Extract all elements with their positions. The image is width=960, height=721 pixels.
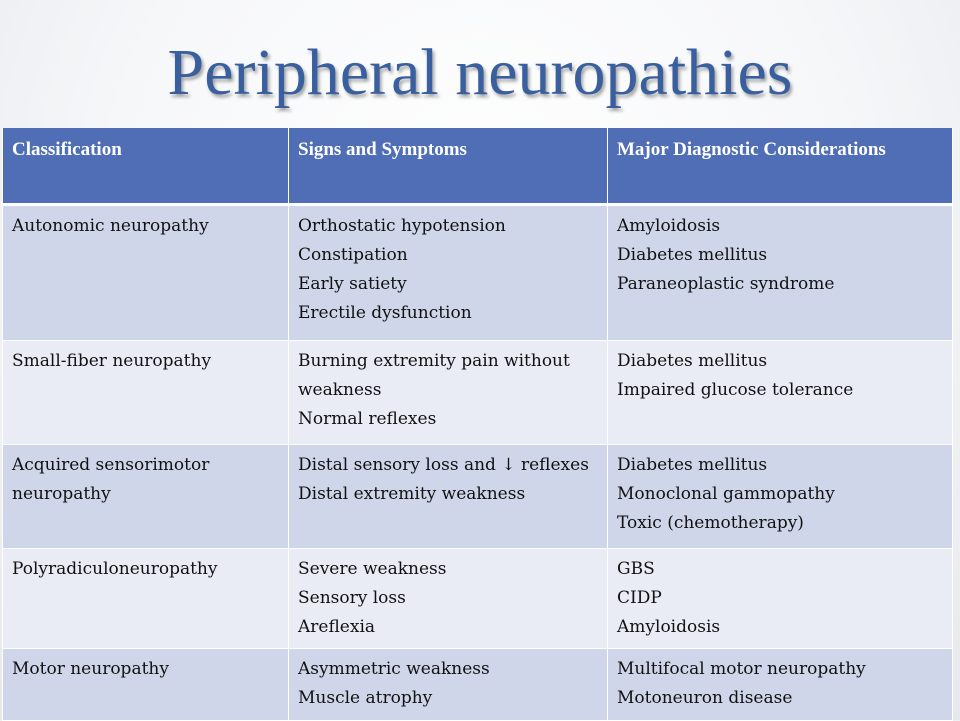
diagnostic-item: Diabetes mellitus [617, 350, 768, 371]
sign-item: Early satiety [298, 273, 407, 294]
table-row [3, 548, 953, 648]
diagnostic-item: Diabetes mellitus [617, 244, 768, 265]
diagnostic-item: Monoclonal gammopathy [617, 483, 835, 504]
sign-item: Asymmetric weakness [298, 658, 490, 679]
sign-item: Normal reflexes [298, 408, 437, 429]
classification-cell [3, 204, 289, 340]
neuropathy-table [2, 128, 953, 721]
sign-item: Distal extremity weakness [298, 483, 526, 504]
header-classification: Classification [3, 128, 289, 204]
diagnostic-item: GBS [617, 558, 655, 579]
diagnostics-cell [608, 204, 953, 340]
classification-cell [3, 340, 289, 444]
diagnostic-item: Multifocal motor neuropathy [617, 658, 866, 679]
diagnostic-item: Motoneuron disease [617, 687, 793, 708]
slide-title: Peripheral neuropathies [167, 36, 793, 109]
diagnostics-cell [608, 648, 953, 720]
classification-label: Polyradiculoneuropathy [12, 558, 218, 579]
sign-item: Constipation [298, 244, 408, 265]
signs-cell [289, 340, 608, 444]
signs-cell [289, 444, 608, 548]
diagnostic-item: Impaired glucose tolerance [617, 379, 854, 400]
diagnostic-item: CIDP [617, 587, 662, 608]
classification-cell [3, 548, 289, 648]
signs-cell [289, 204, 608, 340]
diagnostic-item: Paraneoplastic syndrome [617, 273, 835, 294]
header-diagnostic-considerations: Major Diagnostic Considerations [608, 128, 953, 204]
sign-item: Burning extremity pain without weakness [298, 350, 570, 400]
classification-cell [3, 444, 289, 548]
diagnostic-item: Amyloidosis [617, 215, 721, 236]
sign-item: Distal sensory loss and ↓ reflexes [298, 454, 589, 475]
diagnostics-cell [608, 548, 953, 648]
sign-item: Orthostatic hypotension [298, 215, 506, 236]
diagnostic-item: Diabetes mellitus [617, 454, 768, 475]
header-signs-symptoms: Signs and Symptoms [289, 128, 608, 204]
classification-label: Acquired sensorimotor neuropathy [12, 454, 210, 504]
sign-item: Sensory loss [298, 587, 406, 608]
sign-item: Muscle atrophy [298, 687, 433, 708]
sign-item: Erectile dysfunction [298, 302, 472, 323]
neuropathy-table-container [2, 128, 952, 721]
classification-cell [3, 648, 289, 720]
table-row [3, 340, 953, 444]
table-row [3, 444, 953, 548]
table-row [3, 648, 953, 720]
diagnostics-cell [608, 444, 953, 548]
table-header-row [3, 128, 953, 204]
diagnostic-item: Toxic (chemotherapy) [617, 512, 804, 533]
signs-cell [289, 648, 608, 720]
sign-item: Severe weakness [298, 558, 447, 579]
diagnostics-cell [608, 340, 953, 444]
sign-item: Areflexia [298, 616, 376, 637]
diagnostic-item: Amyloidosis [617, 616, 721, 637]
table-body [3, 204, 953, 720]
classification-label: Motor neuropathy [12, 658, 169, 679]
table-row [3, 204, 953, 340]
signs-cell [289, 548, 608, 648]
classification-label: Autonomic neuropathy [12, 215, 209, 236]
classification-label: Small-fiber neuropathy [12, 350, 212, 371]
